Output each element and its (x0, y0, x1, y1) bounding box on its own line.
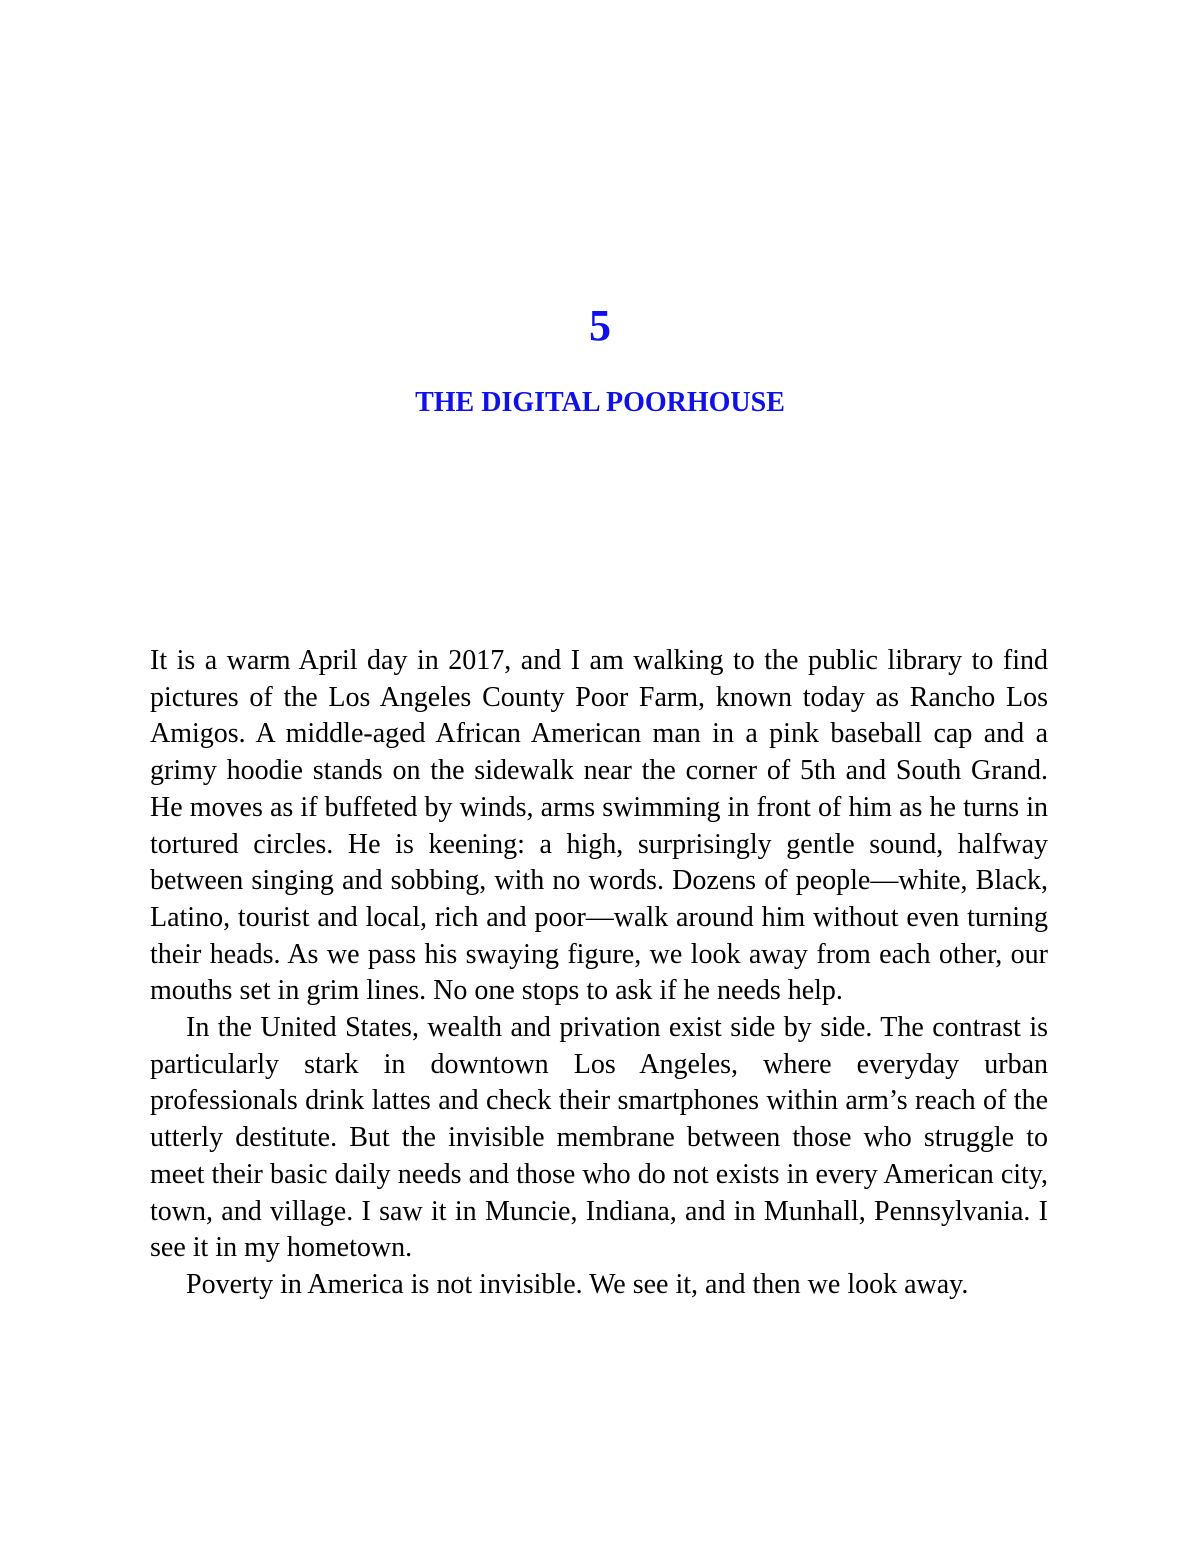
paragraph-1: It is a warm April day in 2017, and I am walking to the public library to find pictures of the Los Angeles County Poor Farm, known today as Rancho Los Amigos. A middle-aged African American man in a pink baseball cap and a grimy hoodie stands on the sidewalk near the corner of 5th and South Grand. He moves as if buffeted by winds, arms swimming in front of him as he turns in tortured circles. He is keening: a high, surprisingly gentle sound, halfway between singing and sobbing, with no words. Dozens of people—white, Black, Latino, tourist and local, rich and poor—walk around him without even turning their heads. As we pass his swaying figure, we look away from each other, our mouths set in grim lines. No one stops to ask if he needs help. (150, 645, 1048, 1007)
chapter-number: 5 (589, 301, 611, 350)
paragraph-3: Poverty in America is not invisible. We see it, and then we look away. (186, 1268, 969, 1300)
chapter-title: THE DIGITAL POORHOUSE (415, 387, 785, 418)
chapter-body (150, 643, 1048, 1304)
paragraph-2: In the United States, wealth and privation exist side by side. The contrast is particularly stark in downtown Los Angeles, where everyday urban professionals drink lattes and check their smartphones within arm’s reach of the utterly destitute. But the invisible membrane between those who struggle to meet their basic daily needs and those who do not exists in every American city, town, and village. I saw it in Muncie, Indiana, and in Munhall, Pennsylvania. I see it in my hometown. (150, 1012, 1048, 1264)
